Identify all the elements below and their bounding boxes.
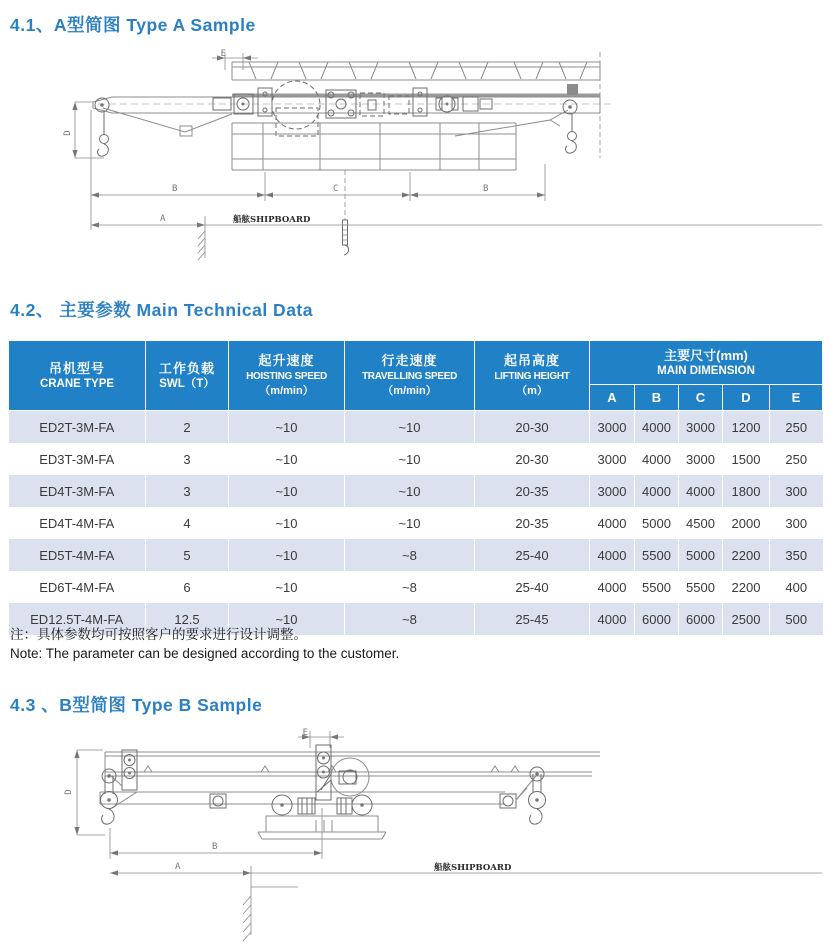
cell: ED4T-3M-FA	[39, 483, 115, 499]
left-hook-assembly	[101, 769, 227, 824]
cell: ED5T-4M-FA	[39, 547, 115, 563]
cell: ~10	[229, 507, 345, 539]
cell: 4000	[679, 475, 723, 507]
cell: 2	[146, 411, 229, 444]
cell: 3	[146, 443, 229, 475]
cell: 20-30	[475, 443, 590, 475]
shipboard-label: 船舷SHIPBOARD	[434, 863, 512, 873]
dim-label-c: C	[333, 184, 339, 194]
cell: ED2T-3M-FA	[39, 419, 115, 435]
dim-label-e: E	[220, 49, 226, 59]
cell: 6	[146, 571, 229, 603]
cell: 4000	[590, 603, 635, 635]
cell: 3	[146, 475, 229, 507]
cell: 3000	[679, 443, 723, 475]
cell: 5	[146, 539, 229, 571]
cell: 3000	[590, 443, 635, 475]
cell: 350	[770, 539, 823, 571]
cell: 20-35	[475, 475, 590, 507]
cell: ~10	[229, 443, 345, 475]
dim-label-b-left: B	[172, 184, 178, 194]
cell: 4500	[679, 507, 723, 539]
table-row	[9, 571, 823, 603]
cell: 500	[770, 603, 823, 635]
cell: 20-30	[475, 411, 590, 444]
table-row	[9, 443, 823, 475]
dim-label-a: A	[160, 214, 166, 224]
cell: 250	[770, 411, 823, 444]
cell: 250	[770, 443, 823, 475]
cell: 2200	[723, 539, 770, 571]
cell: 1200	[723, 411, 770, 444]
cell: 5500	[635, 571, 679, 603]
dim-label-d: D	[64, 789, 74, 795]
dim-d	[64, 750, 105, 835]
cell: 25-45	[475, 603, 590, 635]
cell: 300	[770, 475, 823, 507]
cell: ~8	[345, 603, 475, 635]
cell: ~10	[345, 507, 475, 539]
cell: 4000	[635, 411, 679, 444]
cell: 5000	[679, 539, 723, 571]
cell: ~10	[229, 539, 345, 571]
cell: 25-40	[475, 539, 590, 571]
machinery-row	[213, 81, 492, 136]
cell: ~10	[345, 411, 475, 444]
col-header-swl: 工作负载 SWL（T）	[146, 341, 229, 411]
dim-label-b: B	[212, 842, 218, 852]
cell: ED4T-4M-FA	[39, 515, 115, 531]
cell: 2000	[723, 507, 770, 539]
cell: 5000	[635, 507, 679, 539]
cell: ED6T-4M-FA	[39, 579, 115, 595]
section-41-title: 4.1、A型简图 Type A Sample	[10, 15, 256, 35]
section-43-title: 4.3 、B型简图 Type B Sample	[10, 695, 263, 715]
table-row	[9, 475, 823, 507]
col-header-main-dimension: 主要尺寸(mm) MAIN DIMENSION	[590, 341, 823, 385]
cell: 12.5	[146, 603, 229, 635]
cell: ~8	[345, 539, 475, 571]
col-header-lifting-height: 起吊高度 LIFTING HEIGHT （m）	[475, 341, 590, 411]
cell: 3000	[590, 475, 635, 507]
col-header-hoisting-speed: 起升速度 HOISTING SPEED （m/min）	[229, 341, 345, 411]
note-zh: 注：具体参数均可按照客户的要求进行设计调整。	[10, 627, 307, 642]
cell: ~10	[229, 603, 345, 635]
cell: ED12.5T-4M-FA	[30, 611, 124, 627]
col-header-dim-c: C	[679, 385, 723, 411]
cell: 300	[770, 507, 823, 539]
section-42-title: 4.2、 主要参数 Main Technical Data	[10, 300, 313, 320]
table-row	[9, 539, 823, 571]
cell: 6000	[679, 603, 723, 635]
col-header-crane-type: 吊机型号 CRANE TYPE	[9, 341, 146, 411]
cell: ~10	[229, 475, 345, 507]
deck-structure	[232, 62, 600, 95]
hanging-cable	[343, 170, 349, 255]
cell: 6000	[635, 603, 679, 635]
cell: 4000	[590, 571, 635, 603]
platform-grid	[232, 123, 516, 170]
note-en: Note: The parameter can be designed according to the customer.	[10, 646, 400, 661]
cell: ED3T-3M-FA	[39, 451, 115, 467]
cell: ~10	[345, 475, 475, 507]
cell: ~8	[345, 571, 475, 603]
cell: 1500	[723, 443, 770, 475]
left-jib-hook	[98, 108, 232, 156]
cell: ~10	[345, 443, 475, 475]
dim-label-b-right: B	[483, 184, 489, 194]
cell: 400	[770, 571, 823, 603]
cell: 1800	[723, 475, 770, 507]
col-header-travelling-speed: 行走速度 TRAVELLING SPEED （m/min）	[345, 341, 475, 411]
cell: 2200	[723, 571, 770, 603]
table-row	[9, 507, 823, 539]
upper-rails	[105, 752, 600, 776]
cell: 25-40	[475, 571, 590, 603]
cell: 4000	[635, 443, 679, 475]
dim-a-shipboard	[110, 862, 822, 941]
cell: ~10	[229, 411, 345, 444]
cell: 3000	[679, 411, 723, 444]
dim-label-a: A	[175, 862, 181, 872]
shipboard-label: 船舷SHIPBOARD	[233, 215, 311, 225]
type-b-drawing	[0, 728, 830, 950]
col-header-dim-d: D	[723, 385, 770, 411]
crane-beam	[93, 97, 600, 113]
cell: 5500	[679, 571, 723, 603]
table-row	[9, 411, 823, 444]
col-header-dim-a: A	[590, 385, 635, 411]
cell: 4000	[635, 475, 679, 507]
cell: ~10	[229, 571, 345, 603]
technical-data-table	[8, 340, 823, 635]
cell: 4000	[590, 539, 635, 571]
cell: 3000	[590, 411, 635, 444]
col-header-dim-b: B	[635, 385, 679, 411]
cell: 20-35	[475, 507, 590, 539]
dim-a-shipboard	[91, 214, 822, 260]
dim-label-e: E	[302, 728, 308, 738]
dim-label-d: D	[63, 130, 73, 136]
cell: 4000	[590, 507, 635, 539]
cell: 5500	[635, 539, 679, 571]
cell: 4	[146, 507, 229, 539]
cell: 2500	[723, 603, 770, 635]
col-header-dim-e: E	[770, 385, 823, 411]
type-a-drawing	[0, 48, 830, 288]
table-notes	[10, 625, 399, 663]
